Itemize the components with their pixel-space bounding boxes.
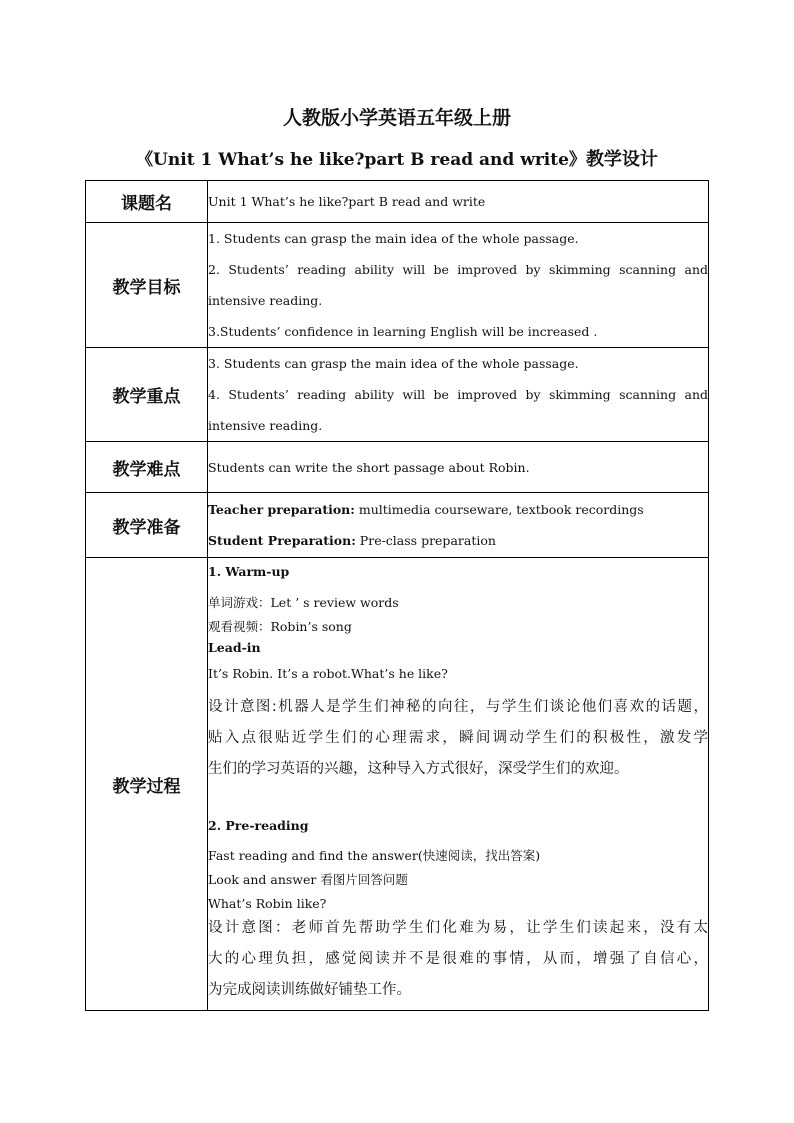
warmup-line: 观看视频：Robin’s song — [208, 619, 352, 634]
label-preparation: 教学准备 — [86, 493, 208, 558]
row-process — [86, 558, 709, 1011]
row-difficulties — [86, 442, 709, 493]
label-difficulties: 教学难点 — [86, 442, 208, 493]
row-preparation — [86, 493, 709, 558]
teacher-preparation-label: Teacher preparation: — [208, 502, 355, 517]
design-intent-paragraph: 设计意图:机器人是学生们神秘的向往，与学生们谈论他们喜欢的话题， — [208, 699, 708, 715]
row-key-points — [86, 348, 709, 442]
label-key-points: 教学重点 — [86, 348, 208, 442]
student-preparation-label: Student Preparation: — [208, 533, 356, 548]
design-intent-paragraph: 大的心理负担，感觉阅读并不是很难的事情，从而，增强了自信心， — [208, 951, 708, 967]
leadin-line: It’s Robin. It’s a robot.What’s he like? — [208, 666, 448, 681]
difficulty-value: Students can write the short passage about Robin. — [208, 459, 530, 475]
design-intent-paragraph: 生们的学习英语的兴趣，这种导入方式很好，深受学生们的欢迎。 — [208, 761, 629, 777]
warmup-heading: 1. Warm-up — [208, 564, 290, 579]
design-intent-paragraph: 为完成阅读训练做好铺垫工作。 — [208, 982, 411, 998]
teacher-preparation-value: multimedia courseware, textbook recordings — [354, 502, 644, 517]
row-objectives — [86, 223, 709, 348]
label-topic: 课题名 — [86, 181, 208, 223]
key-point-line: 4. Students’ reading ability will be improved by skimming scanning and — [208, 387, 708, 402]
cell-topic — [208, 181, 709, 223]
design-intent-paragraph: 贴入点很贴近学生们的心理需求，瞬间调动学生们的积极性，激发学 — [208, 730, 708, 746]
objective-line: 2. Students’ reading ability will be improved by skimming scanning and — [208, 262, 708, 277]
prereading-line: What’s Robin like? — [208, 896, 327, 911]
key-point-line: 3. Students can grasp the main idea of the whole passage. — [208, 356, 579, 371]
prereading-line: Fast reading and find the answer(快速阅读，找出答案) — [208, 848, 541, 863]
row-topic — [86, 181, 709, 223]
objective-line: 1. Students can grasp the main idea of the whole passage. — [208, 231, 579, 246]
objective-line: 3.Students’ confidence in learning English will be increased . — [208, 324, 598, 339]
document-subtitle — [0, 146, 794, 174]
topic-value: Unit 1 What’s he like?part B read and write — [208, 194, 486, 209]
label-objectives: 教学目标 — [86, 223, 208, 348]
objective-line: intensive reading. — [208, 293, 323, 308]
design-intent-paragraph: 设计意图：老师首先帮助学生们化难为易，让学生们读起来，没有太 — [208, 920, 708, 936]
student-preparation-value: Pre-class preparation — [355, 533, 496, 548]
prereading-heading: 2. Pre-reading — [208, 818, 309, 833]
key-point-line: intensive reading. — [208, 418, 323, 433]
cell-objectives — [208, 223, 709, 348]
label-process: 教学过程 — [86, 558, 208, 1011]
subtitle-english: 《Unit 1 What’s he like?part B read and write》 — [136, 150, 586, 170]
warmup-line: 单词游戏：Let ’ s review words — [208, 595, 399, 610]
subtitle-chinese: 教学设计 — [585, 149, 658, 170]
lesson-plan-table — [85, 180, 709, 1011]
prereading-line: Look and answer 看图片回答问题 — [208, 872, 408, 887]
cell-difficulties — [208, 442, 709, 493]
cell-preparation — [208, 493, 709, 558]
cell-key-points — [208, 348, 709, 442]
cell-process — [208, 558, 709, 1011]
leadin-heading: Lead-in — [208, 640, 261, 655]
document-title: 人教版小学英语五年级上册 — [282, 107, 511, 129]
